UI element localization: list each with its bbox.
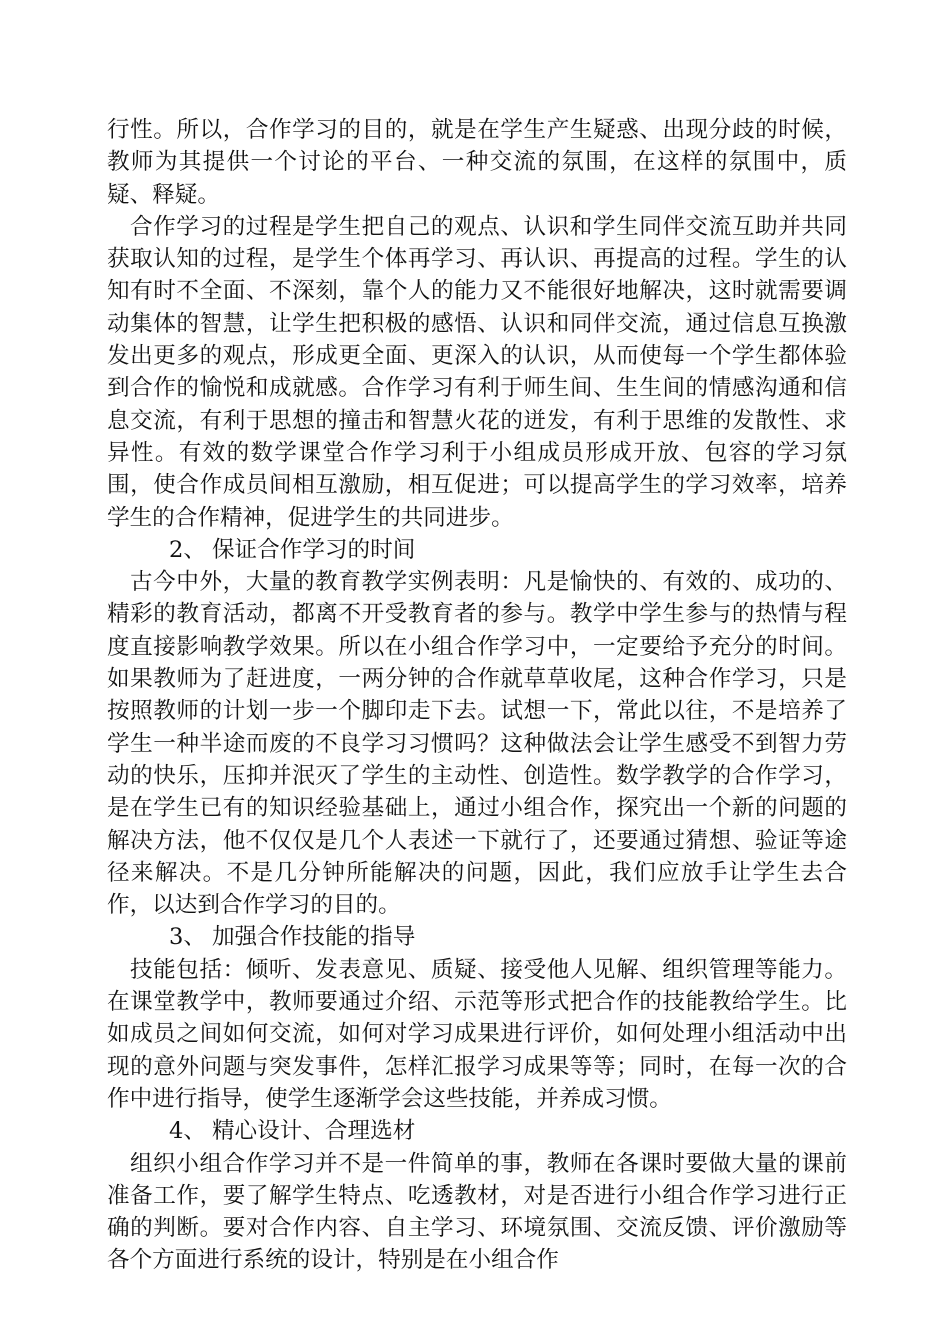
section-title: 加强合作技能的指导 [211,924,416,951]
paragraph: 技能包括：倾听、发表意见、质疑、接受他人见解、组织管理等能力。在课堂教学中，教师要通过介绍、示范等形式把合作的技能教给学生。比如成员之间如何交流，如何对学习成果进行评价，如何处理小组活动中出现的意外问题与突发事件，怎样汇报学习成果等等；同时，在每一次的合作中进行指导，使学生逐渐学会这些技能，并养成习惯。 [107,956,847,1112]
paragraph: 合作学习的过程是学生把自己的观点、认识和学生同伴交流互助并共同获取认知的过程，是学生个体再学习、再认识、再提高的过程。学生的认知有时不全面、不深刻，靠个人的能力又不能很好地解决，这时就需要调动集体的智慧，让学生把积极的感悟、认识和同伴交流，通过信息互换激发出更多的观点，形成更全面、更深入的认识，从而使每一个学生都体验到合作的愉悦和成就感。合作学习有利于师生间、生生间的情感沟通和信息交流，有利于思想的撞击和智慧火花的迸发，有利于思维的发散性、求异性。有效的数学课堂合作学习利于小组成员形成开放、包容的学习氛围，使合作成员间相互激励，相互促进；可以提高学生的学习效率，培养学生的合作精神，促进学生的共同进步。 [107,213,847,531]
section-heading [107,534,847,566]
section-number: 2、 [169,536,206,563]
section-number: 3、 [169,924,206,951]
section-number: 4、 [169,1118,206,1145]
document-body [107,114,847,1277]
section-heading [107,1115,847,1147]
paragraph: 组织小组合作学习并不是一件简单的事，教师在各课时要做大量的课前准备工作，要了解学生特点、吃透教材，对是否进行小组合作学习进行正确的判断。要对合作内容、自主学习、环境氛围、交流反馈、评价激励等各个方面进行系统的设计，特别是在小组合作 [107,1150,847,1274]
paragraph: 古今中外，大量的教育教学实例表明：凡是愉快的、有效的、成功的、精彩的教育活动，都离不开受教育者的参与。教学中学生参与的热情与程度直接影响教学效果。所以在小组合作学习中，一定要给予充分的时间。如果教师为了赶进度，一两分钟的合作就草草收尾，这种合作学习，只是按照教师的计划一步一个脚印走下去。试想一下，常此以往，不是培养了学生一种半途而废的不良学习习惯吗？这种做法会让学生感受不到智力劳动的快乐，压抑并泯灭了学生的主动性、创造性。数学教学的合作学习，是在学生已有的知识经验基础上，通过小组合作，探究出一个新的问题的解决方法，他不仅仅是几个人表述一下就行了，还要通过猜想、验证等途径来解决。不是几分钟所能解决的问题，因此，我们应放手让学生去合作，以达到合作学习的目的。 [107,569,847,919]
section-heading [107,921,847,953]
section-title: 精心设计、合理选材 [211,1118,416,1145]
paragraph: 行性。所以，合作学习的目的，就是在学生产生疑惑、出现分歧的时候，教师为其提供一个讨论的平台、一种交流的氛围，在这样的氛围中，质疑、释疑。 [107,117,847,208]
section-title: 保证合作学习的时间 [211,536,416,563]
